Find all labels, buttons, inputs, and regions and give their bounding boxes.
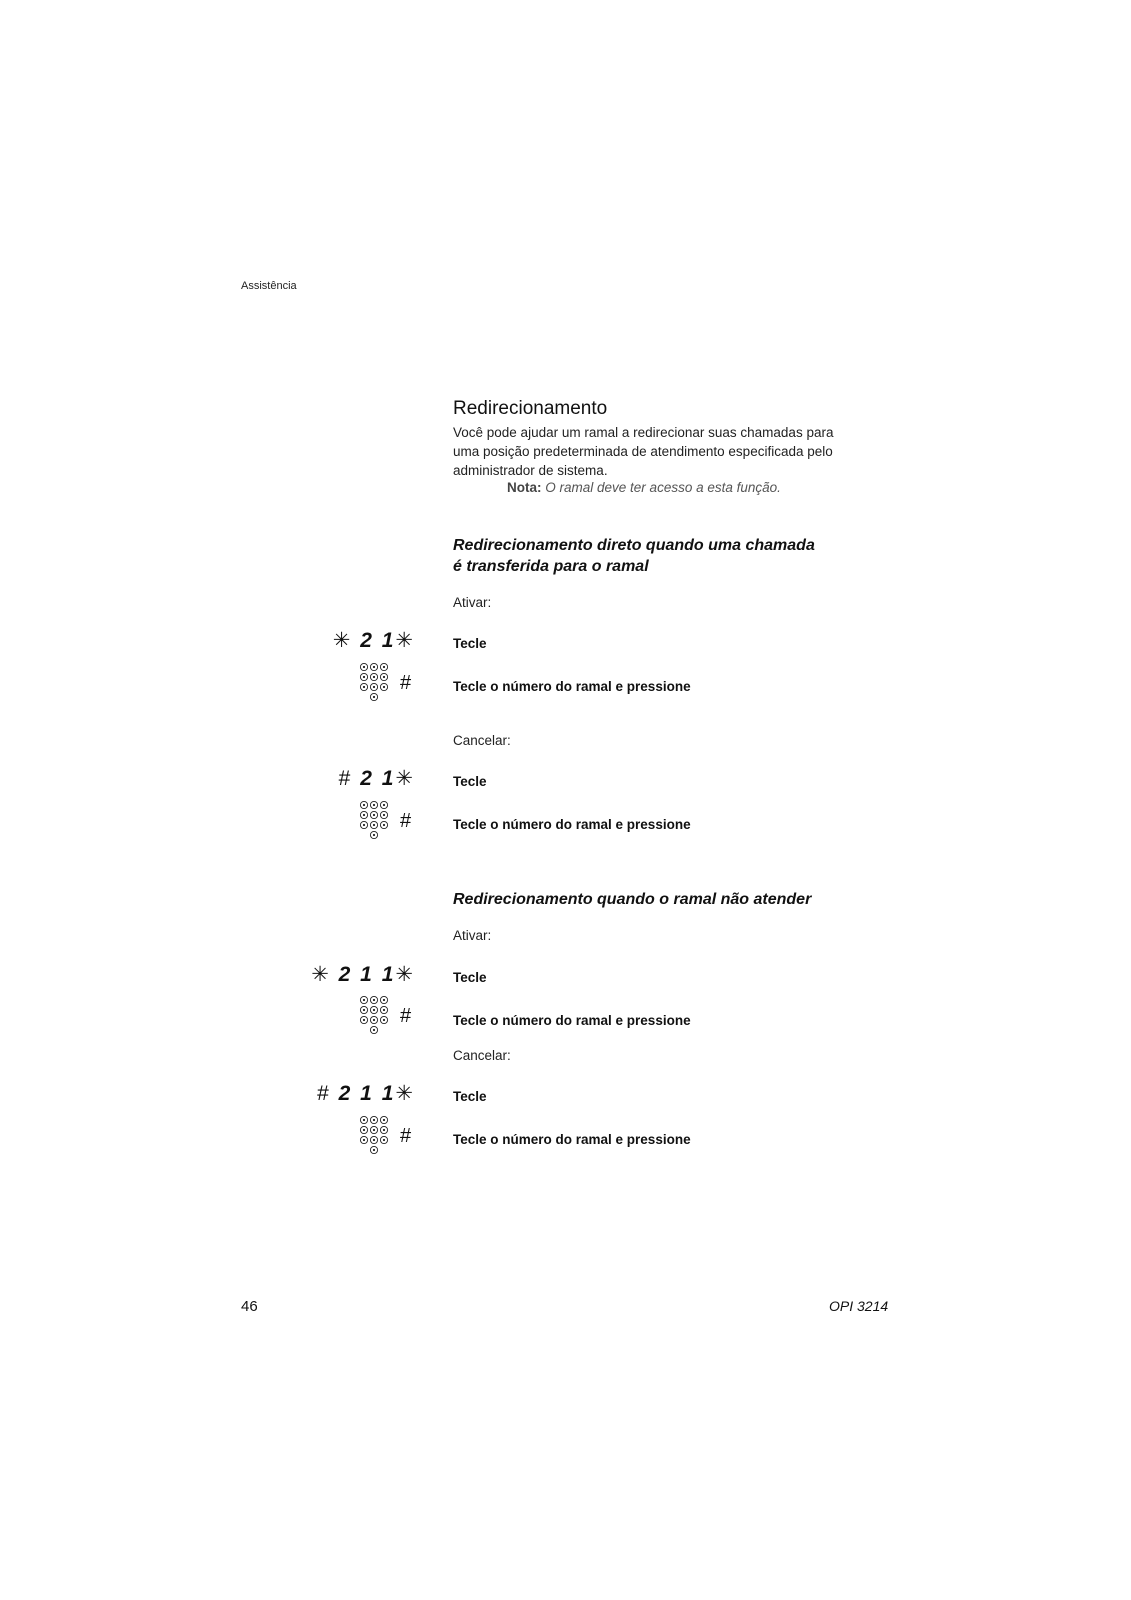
- keypad-key-dot: [373, 804, 375, 806]
- keypad-icon: [359, 662, 389, 707]
- keypad-key-dot: [383, 814, 385, 816]
- keypad-key-dot: [373, 676, 375, 678]
- keypad-icon: [359, 1115, 389, 1160]
- keypad-graphic: [359, 995, 389, 1035]
- keypad-graphic: [359, 800, 389, 840]
- activate-code: [333, 628, 415, 653]
- note: [507, 480, 781, 495]
- keypad-key-dot: [383, 804, 385, 806]
- keypad-key-dot: [363, 1129, 365, 1131]
- keypad-key-dot: [383, 676, 385, 678]
- keypad-key-dot: [373, 1129, 375, 1131]
- keypad-key-dot: [373, 686, 375, 688]
- step-enter-extension: Tecle o número do ramal e pressione: [453, 1132, 691, 1147]
- hash-icon: #: [317, 1082, 331, 1105]
- keypad-graphic: [359, 662, 389, 702]
- keypad-key-dot: [373, 1149, 375, 1151]
- document-id: OPI 3214: [829, 1298, 889, 1314]
- keypad-key-dot: [363, 666, 365, 668]
- keypad-key-dot: [363, 814, 365, 816]
- keypad-key-dot: [363, 1019, 365, 1021]
- keypad-key-dot: [383, 666, 385, 668]
- step-dial-code: Tecle: [453, 970, 487, 985]
- cancel-code: [339, 766, 415, 791]
- keypad-key-dot: [373, 1019, 375, 1021]
- keypad-key-dot: [383, 824, 385, 826]
- keypad-key-dot: [383, 1139, 385, 1141]
- keypad-key-dot: [383, 686, 385, 688]
- activate-code: [311, 962, 415, 987]
- code-digits: 2 1: [360, 767, 396, 790]
- keypad-graphic: [359, 1115, 389, 1155]
- keypad-key-dot: [363, 824, 365, 826]
- keypad-key-dot: [373, 814, 375, 816]
- keypad-key-dot: [363, 999, 365, 1001]
- keypad-key-dot: [363, 686, 365, 688]
- keypad-key-dot: [373, 1029, 375, 1031]
- keypad-key-dot: [373, 1009, 375, 1011]
- keypad-key-dot: [363, 676, 365, 678]
- keypad-key-dot: [383, 1009, 385, 1011]
- keypad-icon: [359, 995, 389, 1040]
- cancel-label: Cancelar:: [453, 1048, 511, 1063]
- star-icon: ✳: [395, 767, 415, 790]
- code-digits: 2 1 1: [338, 1082, 396, 1105]
- step-enter-extension: Tecle o número do ramal e pressione: [453, 679, 691, 694]
- star-icon: ✳: [395, 963, 415, 986]
- star-icon: ✳: [332, 629, 353, 652]
- star-icon: ✳: [395, 1082, 415, 1105]
- hash-icon: #: [400, 672, 412, 694]
- activate-label: Ativar:: [453, 928, 492, 943]
- subsection-1-title-line1: Redirecionamento direto quando uma chamada: [453, 537, 815, 554]
- section-intro: Você pode ajudar um ramal a redirecionar suas chamadas para uma posição predeterminada de atendimento especificada pelo administrador de sistema.: [453, 425, 834, 478]
- step-dial-code: Tecle: [453, 1089, 487, 1104]
- keypad-key-dot: [363, 1009, 365, 1011]
- keypad-key-dot: [363, 1119, 365, 1121]
- hash-icon: #: [338, 767, 353, 790]
- subsection-1-title: [453, 535, 815, 577]
- keypad-key-dot: [373, 999, 375, 1001]
- running-header: Assistência: [241, 280, 297, 292]
- hash-icon: #: [400, 1125, 412, 1147]
- keypad-key-dot: [373, 1119, 375, 1121]
- keypad-key-dot: [373, 696, 375, 698]
- note-label: Nota:: [507, 480, 542, 495]
- subsection-2-title: Redirecionamento quando o ramal não atender: [453, 891, 812, 908]
- note-text: O ramal deve ter acesso a esta função.: [545, 480, 781, 495]
- keypad-key-dot: [373, 834, 375, 836]
- keypad-key-dot: [363, 804, 365, 806]
- keypad-key-dot: [373, 824, 375, 826]
- star-icon: ✳: [395, 629, 415, 652]
- code-digits: 2 1 1: [338, 963, 396, 986]
- keypad-key-dot: [383, 1119, 385, 1121]
- step-dial-code: Tecle: [453, 636, 487, 651]
- star-icon: ✳: [311, 963, 331, 986]
- keypad-key-dot: [373, 666, 375, 668]
- hash-icon: #: [400, 810, 412, 832]
- hash-icon: #: [400, 1005, 412, 1027]
- step-enter-extension: Tecle o número do ramal e pressione: [453, 817, 691, 832]
- step-dial-code: Tecle: [453, 774, 487, 789]
- keypad-icon: [359, 800, 389, 845]
- activate-label: Ativar:: [453, 595, 492, 610]
- keypad-key-dot: [383, 1129, 385, 1131]
- code-digits: 2 1: [360, 629, 396, 652]
- section-title: Redirecionamento: [453, 398, 608, 419]
- page-number: 46: [241, 1298, 258, 1315]
- keypad-key-dot: [383, 1019, 385, 1021]
- subsection-1-title-line2: é transferida para o ramal: [453, 558, 649, 575]
- cancel-code: [317, 1081, 415, 1106]
- keypad-key-dot: [373, 1139, 375, 1141]
- keypad-key-dot: [383, 999, 385, 1001]
- cancel-label: Cancelar:: [453, 733, 511, 748]
- keypad-key-dot: [363, 1139, 365, 1141]
- step-enter-extension: Tecle o número do ramal e pressione: [453, 1013, 691, 1028]
